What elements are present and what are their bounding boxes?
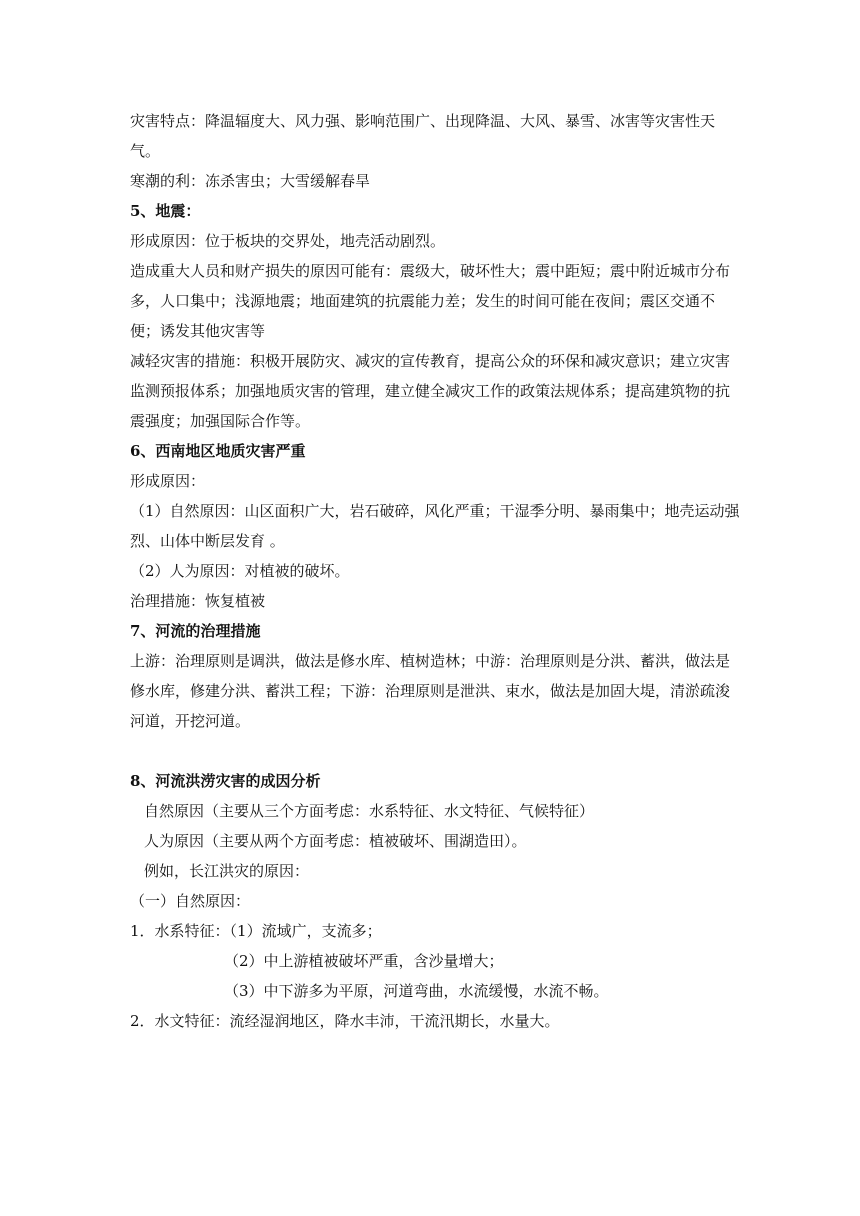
heading-earthquake: 5、地震： [130, 202, 201, 220]
earthquake-loss-paragraph: 造成重大人员和财产损失的原因可能有：震级大，破坏性大；震中距短；震中附近城市分布多，人口集中；浅源地震；地面建筑的抗震能力差；发生的时间可能在夜间；震区交通不便；诱发其他灾害等 [130, 262, 731, 340]
river-treatment-paragraph: 上游：治理原则是调洪，做法是修水库、植树造林；中游：治理原则是分洪、蓄洪，做法是修水库，修建分洪、蓄洪工程；下游：治理原则是泄洪、束水，做法是加固大堤，清淤疏浚河道，开挖河道。 [130, 652, 731, 730]
heading-flood-cause-analysis: 8、河流洪涝灾害的成因分析 [130, 772, 321, 790]
natural-cause-subheading: （一）自然原因： [130, 892, 251, 910]
heading-river-treatment: 7、河流的治理措施 [130, 622, 261, 640]
yangtze-example-line: 例如，长江洪灾的原因： [144, 862, 310, 880]
southwest-treatment-line: 治理措施：恢复植被 [130, 592, 266, 610]
heading-southwest-geologic-disaster: 6、西南地区地质灾害严重 [130, 442, 306, 460]
water-system-feature-3: （3）中下游多为平原，河道弯曲，水流缓慢，水流不畅。 [224, 982, 609, 1000]
earthquake-cause-line: 形成原因：位于板块的交界处，地壳活动剧烈。 [130, 232, 446, 250]
disaster-features-line: 灾害特点：降温辐度大、风力强、影响范围广、出现降温、大风、暴雪、冰害等灾害性天气。 [130, 112, 716, 160]
blank-line [130, 736, 740, 766]
hydrology-feature-line: 2．水文特征：流经湿润地区，降水丰沛，干流汛期长，水量大。 [130, 1012, 560, 1030]
water-system-feature-2: （2）中上游植被破坏严重，含沙量增大； [224, 952, 504, 970]
southwest-natural-cause: （1）自然原因：山区面积广大，岩石破碎，风化严重；干湿季分明、暴雨集中；地壳运动强烈、山体中断层发育 。 [130, 502, 740, 550]
document-body [130, 106, 740, 1036]
southwest-human-cause: （2）人为原因：对植被的破坏。 [130, 562, 350, 580]
cold-wave-benefits-line: 寒潮的利：冻杀害虫；大雪缓解春旱 [130, 172, 371, 190]
flood-human-cause-line: 人为原因（主要从两个方面考虑：植被破坏、围湖造田）。 [144, 832, 527, 850]
water-system-feature-1: 1．水系特征：（1）流域广，支流多； [130, 922, 382, 940]
flood-natural-cause-line: 自然原因（主要从三个方面考虑：水系特征、水文特征、气候特征） [144, 802, 595, 820]
earthquake-mitigation-paragraph: 减轻灾害的措施：积极开展防灾、减灾的宣传教育，提高公众的环保和减灾意识；建立灾害监测预报体系；加强地质灾害的管理，建立健全减灾工作的政策法规体系；提高建筑物的抗震强度；加强国际合作等。 [130, 352, 731, 430]
southwest-cause-label: 形成原因： [130, 472, 206, 490]
